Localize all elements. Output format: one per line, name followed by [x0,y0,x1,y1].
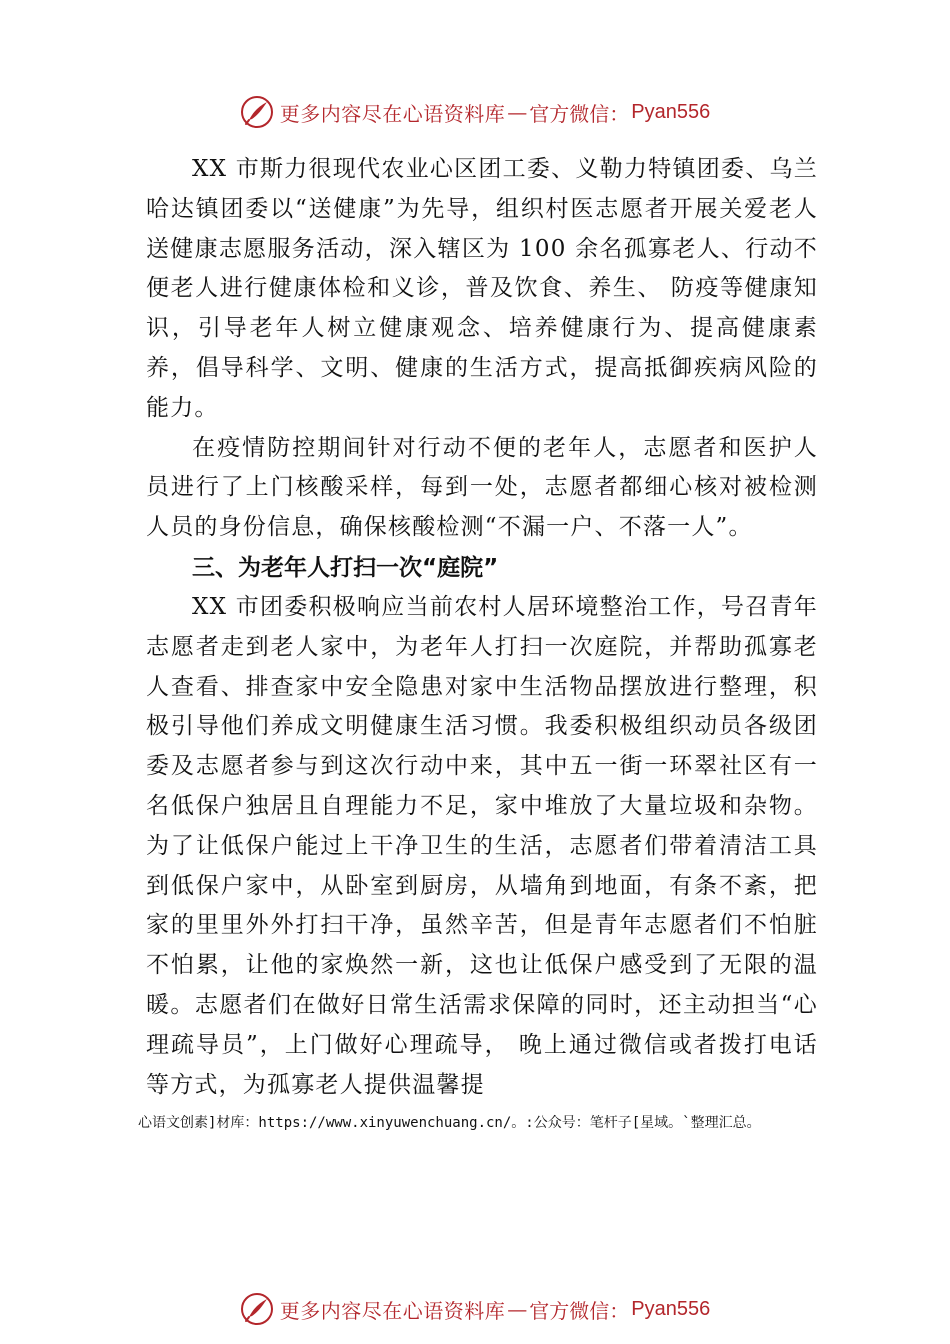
paragraph-2: 在疫情防控期间针对行动不便的老年人，志愿者和医护人员进行了上门核酸采样，每到一处，志愿者都细心核对被检测人员的身份信息，确保核酸检测“不漏一户、不落一人”。 [146,434,818,541]
banner-wechat-label: 官方微信： [529,1298,630,1323]
banner-separator: — [507,100,528,124]
paragraph-3: XX 市团委积极响应当前农村人居环境整治工作，号召青年志愿者走到老人家中，为老年人打扫一次庭院，并帮助孤寡老人查看、排查家中安全隐患对家中生活物品摆放进行整理，积极引导他们养成文明健康生活习惯。我委积极组织动员各级团委及志愿者参与到这次行动中来，其中五一街一环翠社区有一名低保户独居且自理能力不足，家中堆放了大量垃圾和杂物。为了让低保户能过上干净卫生的生活，志愿者们带着清洁工具到低保户家中，从卧室到厨房，从墙角到地面，有条不紊，把家的里里外外打扫干净，虽然辛苦，但是青年志愿者们不怕脏不怕累，让他的家焕然一新，这也让低保户感受到了无限的温暖。志愿者们在做好日常生活需求保障的同时，还主动担当“心理疏导员”，上门做好心理疏导， 晚上通过微信或者拨打电话等方式，为孤寡老人提供温馨提 [146,593,818,1098]
document-body [146,150,818,1105]
section-heading: 三、为老年人打扫一次“庭院” [192,554,499,581]
banner-separator: — [507,1297,528,1321]
banner-title: 更多内容尽在心语资料库 [279,101,506,126]
footer-banner [0,1289,950,1329]
paragraph-1: XX 市斯力很现代农业心区团工委、义勒力特镇团委、乌兰哈达镇团委以“送健康”为先导，组织村医志愿者开展关爱老人送健康志愿服务活动，深入辖区为 100 余名孤寡老人、行动不便老人进行健康体检和义诊，普及饮食、养生、 防疫等健康知识，引导老年人树立健康观念、培养健康行为、提高健康素养，倡导科学、文明、健康的生活方式，提高抵御疾病风险的能力。 [146,156,818,421]
quill-logo-icon [240,95,274,129]
banner-wechat-label: 官方微信： [529,101,630,126]
banner-wechat-id: Pyan556 [631,100,711,123]
quill-logo-icon [240,1292,274,1326]
source-note: 心语文创素]材库：https://www.xinyuwenchuang.cn/。:公众号：笔杆子[星域。`整理汇总。 [138,1115,761,1131]
banner-title: 更多内容尽在心语资料库 [279,1298,506,1323]
header-banner [0,92,950,132]
banner-wechat-id: Pyan556 [631,1297,711,1320]
